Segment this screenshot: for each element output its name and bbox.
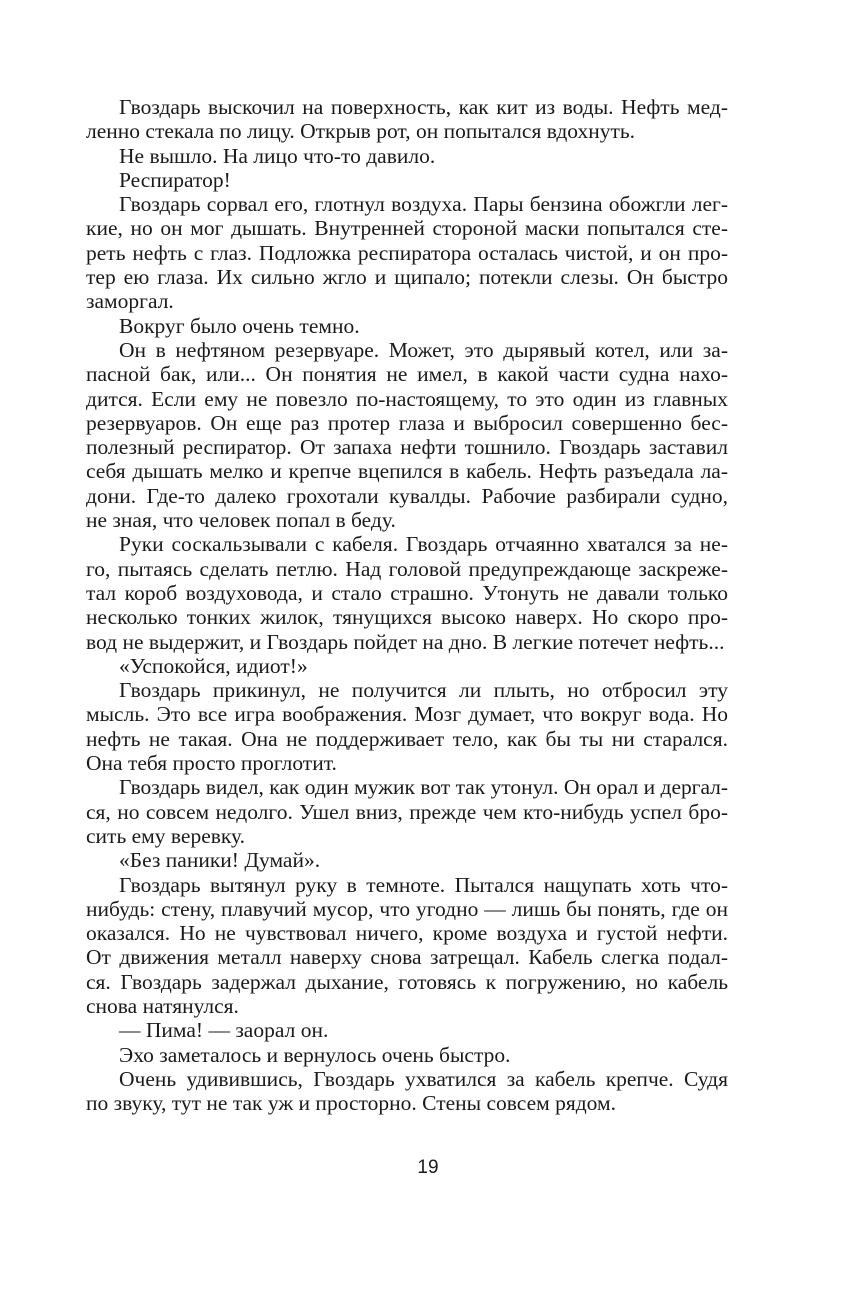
paragraph [86,678,728,775]
page-number: 19 [417,1157,439,1178]
paragraph [86,1018,728,1042]
text-line: Руки соскальзывали с кабеля. Гвоздарь отчаянно хватался за не- [119,532,728,557]
text-line: снова натянулся. [86,993,239,1018]
text-line: Гвоздарь выскочил на поверхность, как кит из воды. Нефть мед- [119,95,728,119]
paragraph [86,775,728,848]
text-line: Гвоздарь прикинул, не получится ли плыть, но отбросил эту [119,678,728,703]
paragraph [86,95,728,144]
text-line: вод не выдержит, и Гвоздарь пойдет на дно. В легкие потечет нефть... [86,629,725,654]
paragraph [86,338,728,532]
paragraph [86,144,728,168]
text-line: по звуку, тут не так уж и просторно. Стены совсем рядом. [86,1091,617,1116]
paragraph [86,654,728,678]
text-line: мысль. Это все игра воображения. Мозг думает, что вокруг вода. Но [86,702,728,727]
text-line: го, пытаясь сделать петлю. Над головой предупреждающе заскреже- [86,556,728,581]
text-line: — Пима! — заорал он. [119,1018,329,1043]
text-line: Она тебя просто проглотит. [86,751,337,776]
paragraph [86,532,728,653]
text-line: себя дышать мелко и крепче вцепился в кабель. Нефть разъедала ла- [86,459,728,484]
paragraph [86,848,728,872]
paragraph [86,314,728,338]
text-line: не зная, что человек попал в беду. [86,508,396,533]
text-line: Гвоздарь сорвал его, глотнул воздуха. Пары бензина обожгли лег- [119,192,728,217]
text-line: кие, но он мог дышать. Внутренней стороной маски попытался сте- [86,216,728,241]
paragraph [86,1043,728,1067]
text-line: нибудь: стену, плавучий мусор, что угодно — лишь бы понять, где он [86,896,728,921]
text-line: резервуаров. Он еще раз протер глаза и выбросил совершенно бес- [86,410,728,435]
text-line: ся, но совсем недолго. Ушел вниз, прежде чем кто-нибудь успел бро- [86,799,728,824]
text-line: тер ею глаза. Их сильно жгло и щипало; потекли слезы. Он быстро [86,265,728,290]
text-line: заморгал. [86,289,174,314]
paragraph [86,192,728,313]
text-line: Гвоздарь вытянул руку в темноте. Пытался нащупать хоть что- [119,872,728,897]
paragraph [86,1067,728,1116]
text-line: Не вышло. На лицо что-то давило. [119,143,436,168]
text-line: пасной бак, или... Он понятия не имел, в какой части судна нахо- [86,362,728,387]
text-line: «Без паники! Думай». [119,848,321,873]
text-line: ленно стекала по лицу. Открыв рот, он попытался вдохнуть. [86,119,636,144]
text-line: Эхо заметалось и вернулось очень быстро. [119,1042,511,1067]
paragraph [86,873,728,1019]
text-line: дони. Где-то далеко грохотали кувалды. Рабочие разбирали судно, [86,483,728,508]
text-line: нефть не такая. Она не поддерживает тело, как бы ты ни старался. [86,726,728,751]
text-line: «Успокойся, идиот!» [119,653,308,678]
text-line: Очень удивившись, Гвоздарь ухватился за кабель крепче. Судя [119,1066,728,1091]
text-line: От движения металл наверху снова затрещал. Кабель слегка подал- [86,945,728,970]
text-line: несколько тонких жилок, тянущихся высоко наверх. Но скоро про- [86,605,728,630]
text-line: Вокруг было очень темно. [119,313,360,338]
text-line: Гвоздарь видел, как один мужик вот так утонул. Он орал и дергал- [119,775,728,800]
text-line: сить ему веревку. [86,823,246,848]
text-line: тал короб воздуховода, и стало страшно. Утонуть не давали только [86,580,728,605]
text-line: ся. Гвоздарь задержал дыхание, готовясь к погружению, но кабель [86,969,728,994]
text-line: Он в нефтяном резервуаре. Может, это дырявый котел, или за- [119,337,728,362]
text-line: полезный респиратор. От запаха нефти тошнило. Гвоздарь заставил [86,435,728,460]
paragraph [86,168,728,192]
text-line: реть нефть с глаз. Подложка респиратора осталась чистой, и он про- [86,240,728,265]
body-text [86,95,728,1115]
text-line: оказался. Но не чувствовал ничего, кроме воздуха и густой нефти. [86,921,728,946]
text-line: Респиратор! [119,167,231,192]
text-line: дится. Если ему не повезло по-настоящему, то это один из главных [86,386,728,411]
